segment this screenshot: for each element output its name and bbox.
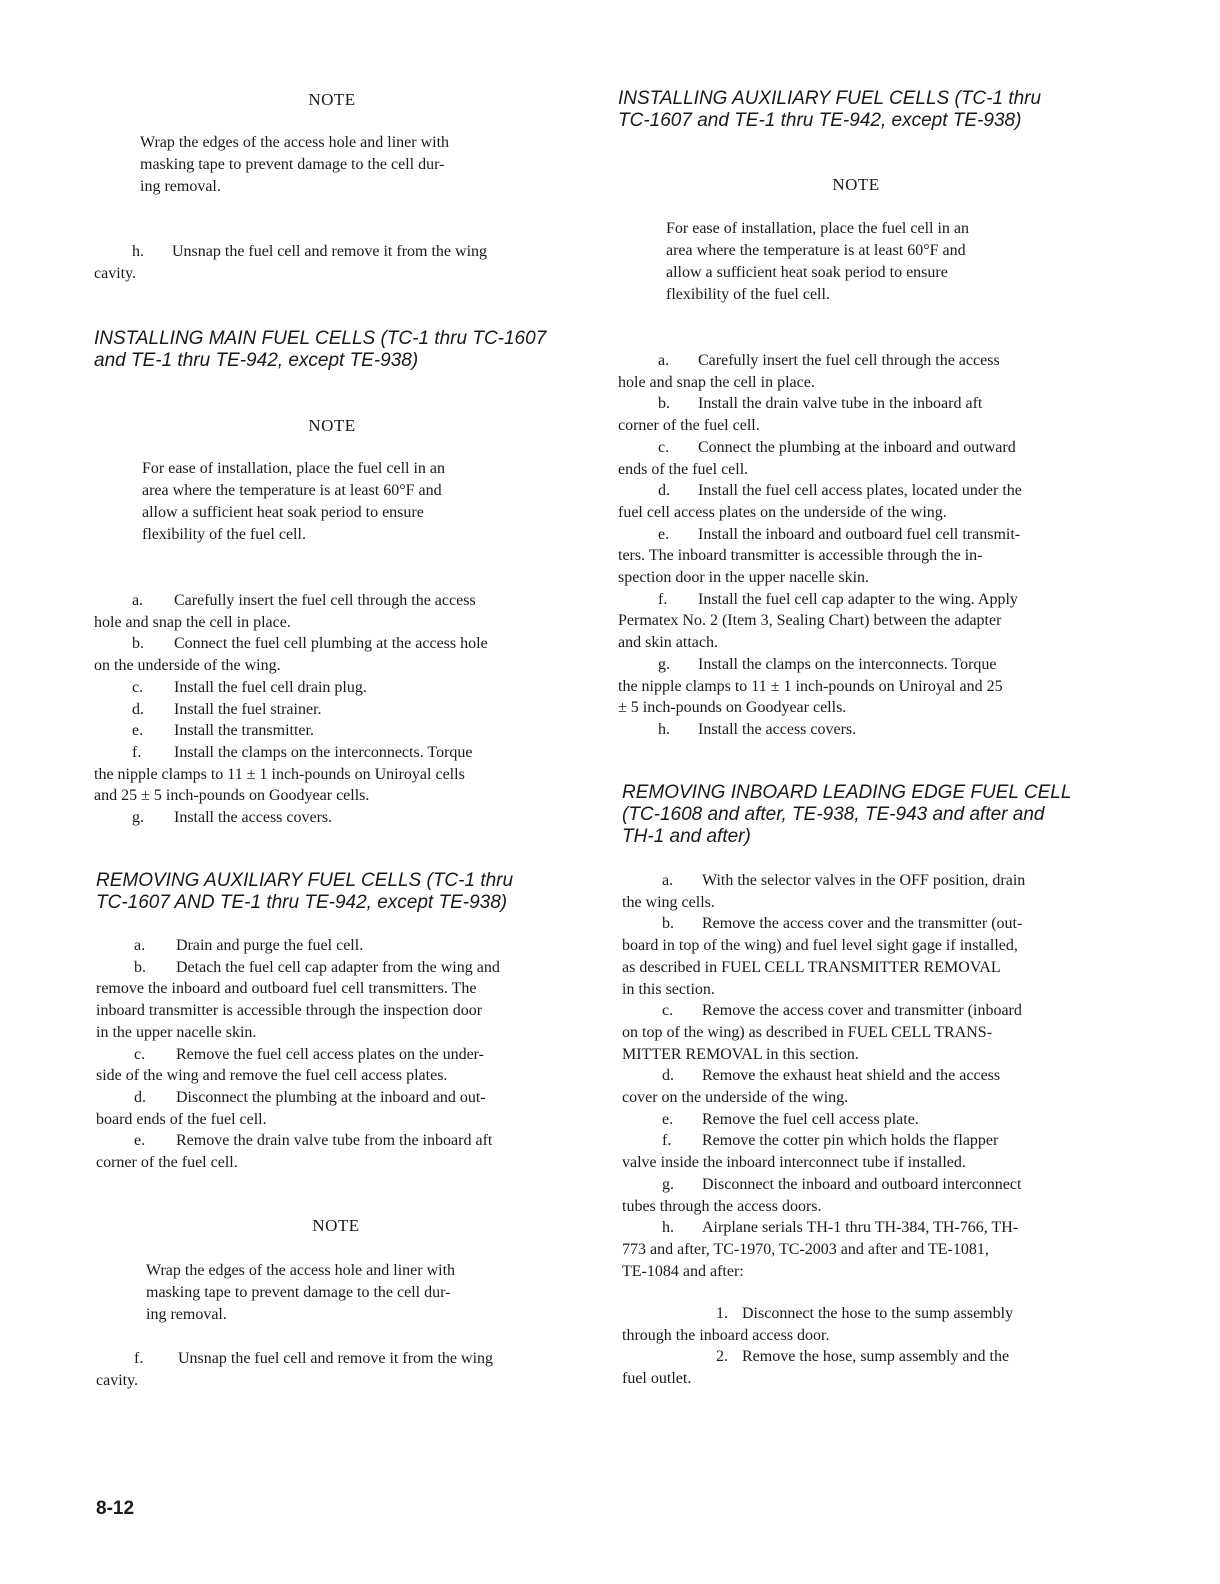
list-item: b. Install the drain valve tube in the inboard aft corner of the fuel cell. (618, 395, 983, 435)
list-item: a. Drain and purge the fuel cell. (134, 937, 364, 954)
list-item: 2. Remove the hose, sump assembly and the fuel outlet. (622, 1348, 1010, 1388)
note-body: For ease of installation, place the fuel cell in an area where the temperature is at least 60°F and allow a sufficient heat soak period to ensure flexibility of the fuel cell. (142, 460, 445, 543)
sub-step-list (622, 1303, 1100, 1390)
section-heading-installing-auxiliary: INSTALLING AUXILIARY FUEL CELLS (TC-1 thru TC-1607 and TE-1 thru TE-942, except TE-938) (618, 88, 1042, 131)
list-item: c. Connect the plumbing at the inboard and outward ends of the fuel cell. (618, 438, 1016, 478)
step-list-install-auxiliary (618, 350, 1098, 741)
list-item: e. Install the transmitter. (132, 722, 314, 740)
list-item: f. Install the clamps on the interconnects. Torque the nipple clamps to 11 ± 1 inch-pounds on Uniroyal cells and 25 ± 5 inch-pounds on Goodyear cells. (94, 743, 473, 805)
step-h-unsnap: h. Unsnap the fuel cell and remove it from the wing cavity. (94, 243, 488, 282)
list-item: d. Disconnect the plumbing at the inboard and out- board ends of the fuel cell. (96, 1088, 486, 1128)
step-list-remove-inboard (622, 870, 1100, 1282)
note-title: NOTE (312, 1216, 360, 1235)
note-title: NOTE (308, 90, 356, 109)
list-item: 1. Disconnect the hose to the sump assembly through the inboard access door. (622, 1305, 1014, 1344)
list-item: b. Connect the fuel cell plumbing at the access hole on the underside of the wing. (94, 635, 488, 675)
list-item: g. Disconnect the inboard and outboard interconnect tubes through the access doors. (622, 1175, 1022, 1215)
list-item: b. Detach the fuel cell cap adapter from the wing and remove the inboard and outboard fuel cell transmitters. The inboard transmitter is accessible through the inspection door in the upper nacelle skin. (96, 958, 500, 1041)
note-title: NOTE (832, 175, 880, 194)
list-item: g. Install the clamps on the interconnects. Torque the nipple clamps to 11 ± 1 inch-pounds on Uniroyal and 25 ± 5 inch-pounds on Goodyear cells. (618, 655, 1003, 717)
note-body: For ease of installation, place the fuel cell in an area where the temperature is at least 60°F and allow a sufficient heat soak period to ensure flexibility of the fuel cell. (666, 220, 969, 303)
step-list-remove-auxiliary (96, 935, 574, 1174)
list-item: a. With the selector valves in the OFF position, drain the wing cells. (622, 872, 1026, 911)
section-heading-removing-inboard: REMOVING INBOARD LEADING EDGE FUEL CELL (TC-1608 and after, TE-938, TE-943 and after and TH-1 and after) (622, 782, 1072, 847)
note-title: NOTE (308, 416, 356, 435)
list-item: f. Remove the cotter pin which holds the flapper valve inside the inboard interconnect tube if installed. (622, 1132, 999, 1172)
section-heading-removing-auxiliary: REMOVING AUXILIARY FUEL CELLS (TC-1 thru TC-1607 AND TE-1 thru TE-942, except TE-938) (96, 870, 514, 913)
step-list-install-main (94, 590, 572, 829)
note-body: Wrap the edges of the access hole and liner with masking tape to prevent damage to the cell dur- ing removal. (140, 134, 450, 195)
list-item: a. Carefully insert the fuel cell through the access hole and snap the cell in place. (94, 592, 476, 631)
list-item: f. Install the fuel cell cap adapter to the wing. Apply Permatex No. 2 (Item 3, Sealing Chart) between the adapter and skin attach. (618, 590, 1018, 652)
list-item: g. Install the access covers. (132, 809, 333, 827)
note-body: Wrap the edges of the access hole and liner with masking tape to prevent damage to the cell dur- ing removal. (146, 1262, 456, 1323)
list-item: c. Remove the access cover and transmitter (inboard on top of the wing) as described in FUEL CELL TRANS- MITTER REMOVAL in this section. (622, 1002, 1022, 1063)
page-number: 8-12 (96, 1498, 135, 1519)
list-item: d. Remove the exhaust heat shield and the access cover on the underside of the wing. (622, 1067, 1001, 1107)
list-item: d. Install the fuel strainer. (132, 700, 322, 718)
list-item: b. Remove the access cover and the transmitter (out- board in top of the wing) and fuel level sight gage if installed, as described in FUEL CELL TRANSMITTER REMOVAL in this section. (622, 915, 1023, 998)
list-item: c. Install the fuel cell drain plug. (132, 678, 367, 696)
list-item: d. Install the fuel cell access plates, located under the fuel cell access plates on the underside of the wing. (618, 482, 1022, 521)
list-item: e. Remove the drain valve tube from the inboard aft corner of the fuel cell. (96, 1132, 493, 1172)
list-item: c. Remove the fuel cell access plates on the under- side of the wing and remove the fuel cell access plates. (96, 1045, 484, 1085)
list-item: h. Install the access covers. (658, 720, 857, 738)
list-item: e. Install the inboard and outboard fuel cell transmit- ters. The inboard transmitter is accessible through the in- spection door in the upper nacelle skin. (618, 525, 1021, 587)
list-item: e. Remove the fuel cell access plate. (662, 1110, 919, 1128)
list-item: h. Airplane serials TH-1 thru TH-384, TH-766, TH- 773 and after, TC-1970, TC-2003 and after and TE-1081, TE-1084 and after: (622, 1219, 1019, 1280)
section-heading-installing-main: INSTALLING MAIN FUEL CELLS (TC-1 thru TC-1607 and TE-1 thru TE-942, except TE-938) (94, 328, 547, 371)
step-f-unsnap: f. Unsnap the fuel cell and remove it from the wing cavity. (96, 1350, 494, 1389)
list-item: a. Carefully insert the fuel cell through the access hole and snap the cell in place. (618, 352, 1000, 391)
